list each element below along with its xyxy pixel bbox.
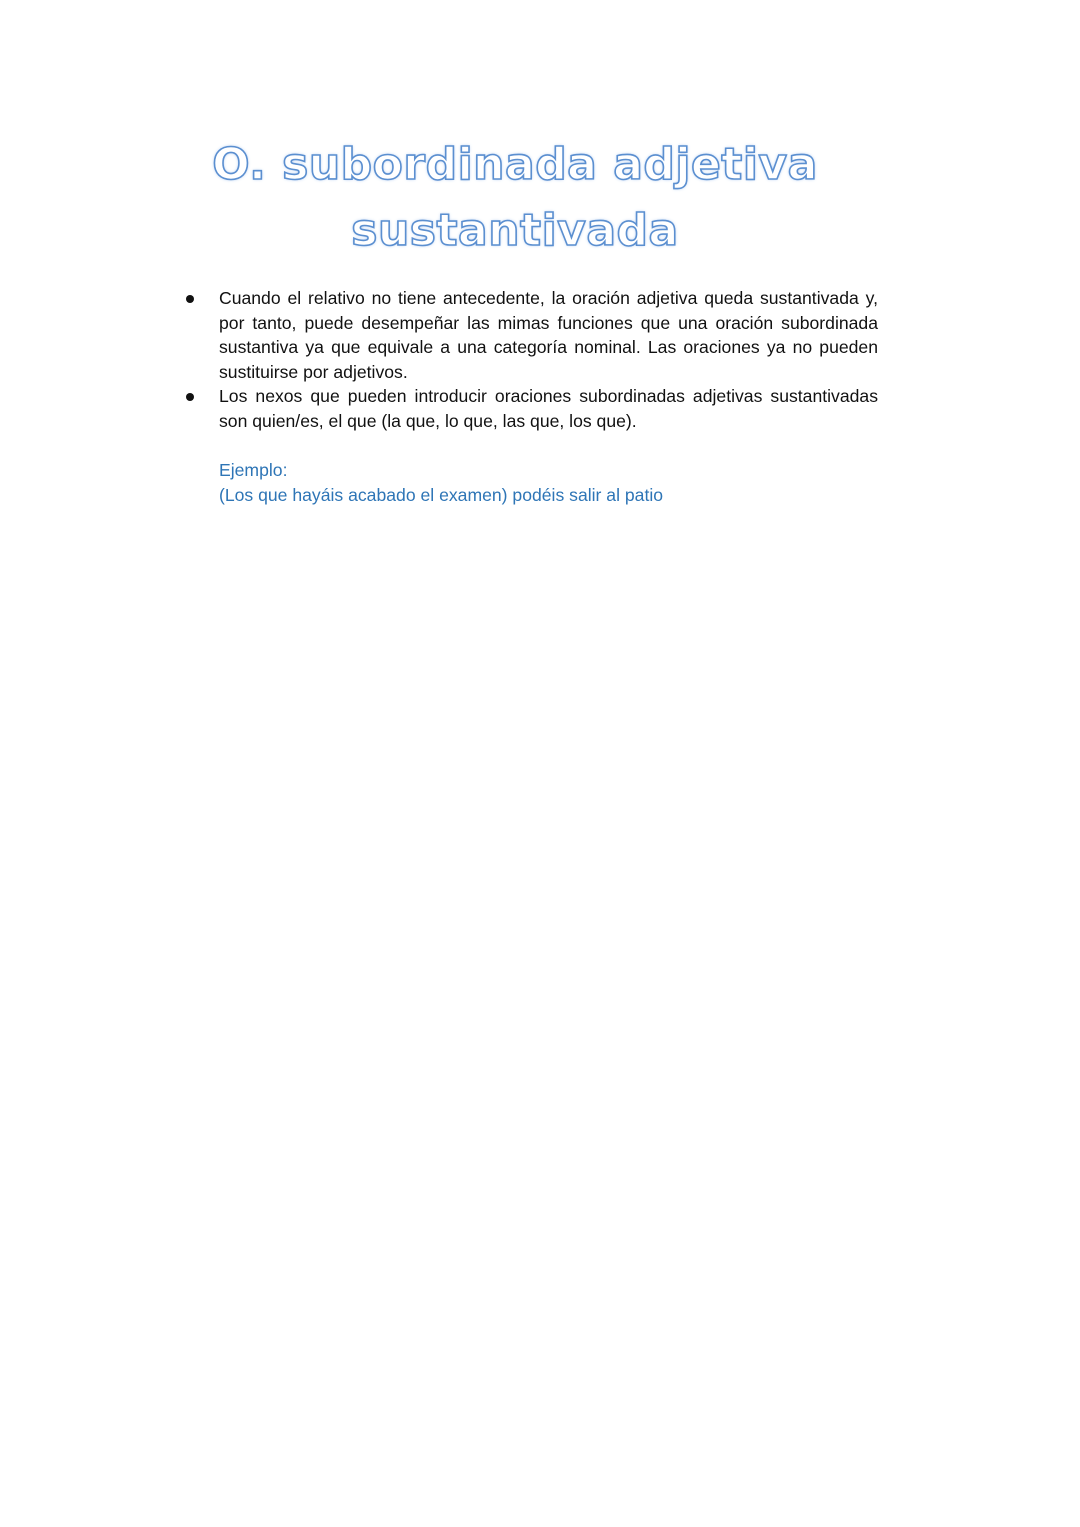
bullet-icon bbox=[186, 295, 194, 303]
page-title-line-1: O. subordinada adjetiva bbox=[212, 139, 818, 190]
example-sentence: (Los que hayáis acabado el examen) podéis salir al patio bbox=[219, 485, 664, 505]
bullet-text: Los nexos que pueden introducir oraciones subordinadas adjetivas sustantivadas son quien/es, el que (la que, lo que, las que, los que). bbox=[219, 386, 878, 431]
bullet-item bbox=[186, 384, 878, 433]
example-block bbox=[219, 458, 879, 508]
bullet-item bbox=[186, 286, 878, 384]
bullet-list bbox=[186, 286, 878, 434]
page-title bbox=[180, 132, 850, 264]
example-label: Ejemplo: bbox=[219, 460, 288, 480]
bullet-icon bbox=[186, 393, 194, 401]
bullet-text: Cuando el relativo no tiene antecedente, la oración adjetiva queda sustantivada y, por tanto, puede desempeñar las mimas funciones que una oración subordinada sustantiva ya que equivale a una categoría nominal. Las oraciones ya no pueden sustituirse por adjetivos. bbox=[219, 288, 878, 382]
page-title-line-2: sustantivada bbox=[351, 205, 679, 256]
